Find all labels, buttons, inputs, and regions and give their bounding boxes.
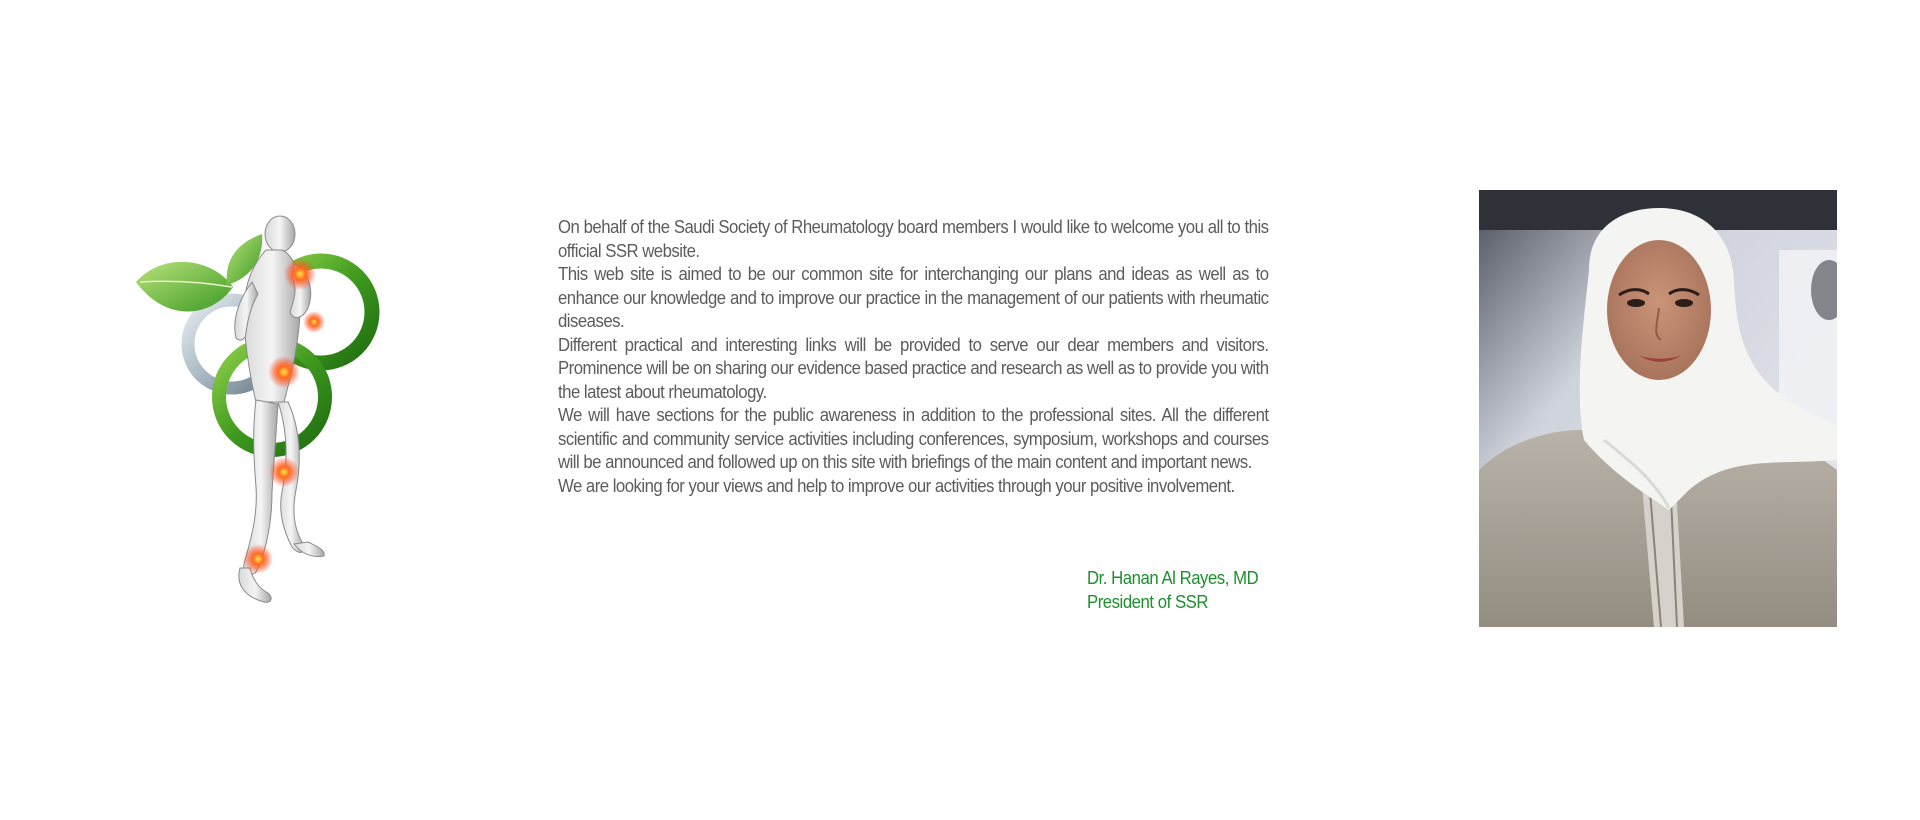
welcome-paragraph-5: We are looking for your views and help to improve our activities through your positive involvement.: [558, 475, 1235, 496]
joint-spot-ankle: [243, 544, 273, 574]
welcome-paragraph-1: On behalf of the Saudi Society of Rheumatology board members I would like to welcome you all to this official SSR website.: [558, 217, 1269, 261]
joint-spot-shoulder: [284, 258, 316, 290]
welcome-paragraph-4: We will have sections for the public awareness in addition to the professional sites. All the different scientific and community service activities including conferences, symposium, workshops and courses will be announced and followed up on this site with briefings of the main content and important news.: [558, 405, 1269, 472]
president-portrait-photo: [1479, 190, 1837, 627]
joint-spot-hip: [268, 356, 300, 388]
welcome-message: [558, 216, 1269, 498]
welcome-paragraph-2: This web site is aimed to be our common site for interchanging our plans and ideas as well as to enhance our knowledge and to improve our practice in the management of our patients with rheumatic diseases.: [558, 264, 1269, 331]
joint-spot-hand: [303, 311, 325, 333]
rheumatology-figure-logo: [132, 212, 412, 612]
welcome-paragraph-3: Different practical and interesting links will be provided to serve our dear members and visitors. Prominence will be on sharing our evidence based practice and research as well as to provide you with the latest about rheumatology.: [558, 334, 1269, 402]
signature-block: [1087, 566, 1258, 614]
signature-name: Dr. Hanan Al Rayes, MD: [1087, 568, 1259, 588]
joint-spot-knee: [269, 457, 299, 487]
signature-title: President of SSR: [1087, 592, 1208, 612]
